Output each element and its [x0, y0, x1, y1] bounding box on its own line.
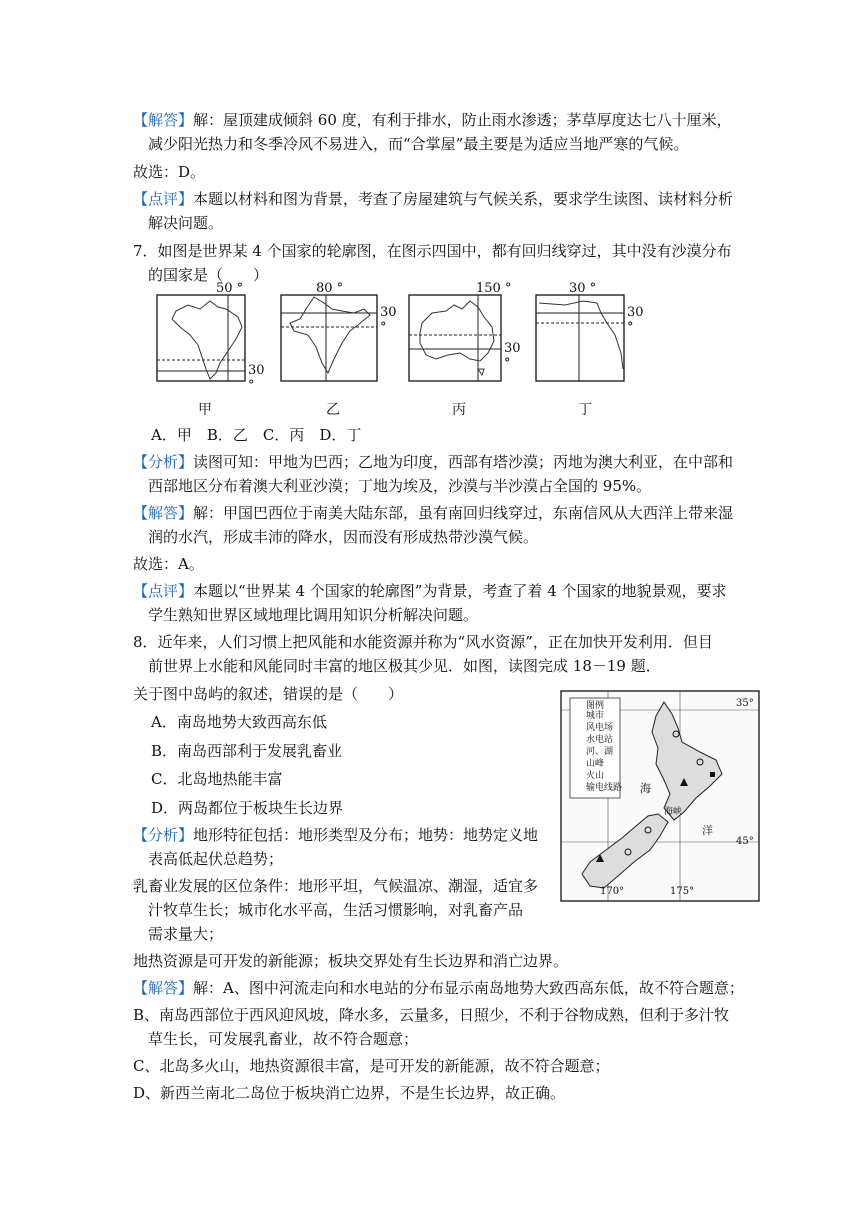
map-egypt-label: 丁: [578, 402, 592, 418]
nz-legend-item-river: 河、湖: [586, 747, 614, 757]
answer-tag: 【解答】: [133, 979, 194, 997]
q8-answer-c: C、北岛多火山，地热资源很丰富，是可开发的新能源，故不符合题意；: [133, 1057, 610, 1075]
analysis-tag: 【分析】: [133, 826, 194, 844]
comment-tag: 【点评】: [133, 582, 194, 600]
map-australia: [408, 283, 520, 387]
q7-stem-line-1: 7．如图是世界某 4 个国家的轮廓图，在图示四国中，都有回归线穿过，其中没有沙漠分布: [133, 242, 732, 260]
nz-legend-item-city: 城市: [586, 711, 605, 721]
nz-legend-item-powerline: 输电线路: [586, 783, 623, 793]
nz-legend-item-wind: 风电场: [586, 723, 614, 733]
q8-geo-line: 地热资源是可开发的新能源；板块交界处有生长边界和消亡边界。: [133, 952, 569, 970]
q8-dairy-line-3: 需求量大；: [148, 925, 224, 943]
q8-stem-line-1: 8．近年来，人们习惯上把风能和水能资源并称为“风水资源”，正在加快开发利用．但目: [133, 633, 713, 651]
nz-ocean-label: 洋: [702, 824, 713, 837]
map-india-label: 乙: [326, 402, 340, 418]
q8-option-b: B．南岛西部利于发展乳畜业: [151, 742, 343, 760]
q7-analysis-line-2: 西部地区分布着澳大利亚沙漠；丁地为埃及，沙漠与半沙漠占全国的 95%。: [148, 477, 652, 495]
q7-stem-line-2: 的国家是（ ）: [148, 266, 269, 284]
q7-choice: 故选：A。: [133, 555, 204, 573]
map-egypt-top-deg: 30 °: [569, 281, 597, 296]
nz-lat-top: 35°: [736, 698, 754, 709]
map-india: [280, 281, 397, 387]
map-brazil: [156, 281, 266, 393]
answer-tag: 【解答】: [133, 504, 194, 522]
nz-legend-item-hydro: 水电站: [586, 735, 614, 745]
map-brazil-label: 甲: [198, 402, 212, 418]
q6-comment-line-1: 【点评】本题以材料和图为背景，考查了房屋建筑与气候关系，要求学生读图、读材料分析: [133, 190, 734, 208]
map-india-side-deg: 30 °: [380, 305, 397, 335]
q6-answer-line-1: 【解答】解：屋顶建成倾斜 60 度，有利于排水，防止雨水渗透；茅草厚度达七八十厘米，: [133, 111, 732, 129]
q8-analysis-line-1: 【分析】地形特征包括：地形类型及分布；地势：地势定义地: [133, 826, 539, 844]
q8-answer-b-2: 草生长，可发展乳畜业，故不符合题意；: [148, 1030, 419, 1048]
map-brazil-top-deg: 50 °: [216, 281, 244, 296]
q7-comment-line-2: 学生熟知世界区域地理比调用知识分析解决问题。: [148, 606, 479, 624]
q6-answer-line-2: 减少阳光热力和冬季冷风不易进入，而“合掌屋”最主要是为适应当地严寒的气候。: [148, 135, 689, 153]
q6-comment-line-2: 解决问题。: [148, 214, 224, 232]
q7-comment-line-1: 【点评】本题以“世界某 4 个国家的轮廓图”为背景，考查了着 4 个国家的地貌景观，要求: [133, 582, 727, 600]
map-india-top-deg: 80 °: [316, 281, 344, 296]
nz-lat-bottom: 45°: [736, 836, 754, 847]
map-australia-top-deg: 150 °: [476, 281, 512, 296]
q7-answer-line-2: 润的水汽，形成丰沛的降水，因而没有形成热带沙漠气候。: [148, 528, 539, 546]
q8-option-c: C．北岛地热能丰富: [151, 770, 283, 788]
nz-lon-right: 175°: [670, 886, 695, 897]
q8-dairy-line-1: 乳畜业发展的区位条件：地形平坦，气候温凉、潮湿，适宜多: [133, 877, 539, 895]
nz-legend-item-volcano: 火山: [586, 771, 605, 781]
analysis-tag: 【分析】: [133, 453, 194, 471]
nz-sea-label: 海: [640, 782, 651, 795]
q8-option-d: D．两岛都位于板块生长边界: [151, 799, 344, 817]
map-brazil-side-deg: 30 °: [248, 363, 265, 393]
map-egypt: [535, 283, 647, 387]
nz-legend-item-peak: 山峰: [586, 759, 605, 769]
map-australia-side-deg: 30 °: [504, 341, 521, 371]
comment-tag: 【点评】: [133, 190, 194, 208]
q6-choice: 故选：D。: [133, 163, 206, 181]
nz-strait-label: 海峡: [664, 807, 683, 817]
q8-answer-b-1: B、南岛西部位于西风迎风坡，降水多，云量多，日照少，不利于谷物成熟，但利于多汁牧: [133, 1006, 730, 1024]
q7-analysis-line-1: 【分析】读图可知：甲地为巴西；乙地为印度，西部有塔沙漠；丙地为澳大利亚，在中部和: [133, 453, 734, 471]
q8-answer-a: 【解答】解：A、图中河流走向和水电站的分布显示南岛地势大致西高东低，故不符合题意；: [133, 979, 744, 997]
q7-options: A．甲 B．乙 C．丙 D．丁: [151, 426, 362, 444]
nz-legend-title: 图例: [586, 701, 605, 711]
q8-analysis-line-2: 表高低起伏总趋势；: [148, 850, 284, 868]
new-zealand-map: [560, 690, 760, 902]
map-australia-label: 丙: [452, 402, 466, 418]
q8-sub-question: 关于图中岛屿的叙述，错误的是（ ）: [133, 685, 404, 703]
nz-lon-left: 170°: [600, 886, 625, 897]
q8-dairy-line-2: 汁牧草生长；城市化水平高，生活习惯影响，对乳畜产品: [148, 901, 524, 919]
q8-stem-line-2: 前世界上水能和风能同时丰富的地区极其少见．如图，读图完成 18－19 题．: [148, 657, 661, 675]
map-egypt-side-deg: 30 °: [627, 305, 644, 335]
q8-answer-d: D、新西兰南北二岛位于板块消亡边界，不是生长边界，故正确。: [133, 1084, 566, 1102]
q7-answer-line-1: 【解答】解：甲国巴西位于南美大陆东部，虽有南回归线穿过，东南信风从大西洋上带来湿: [133, 504, 734, 522]
answer-tag: 【解答】: [133, 111, 194, 129]
q8-option-a: A．南岛地势大致西高东低: [151, 713, 327, 731]
